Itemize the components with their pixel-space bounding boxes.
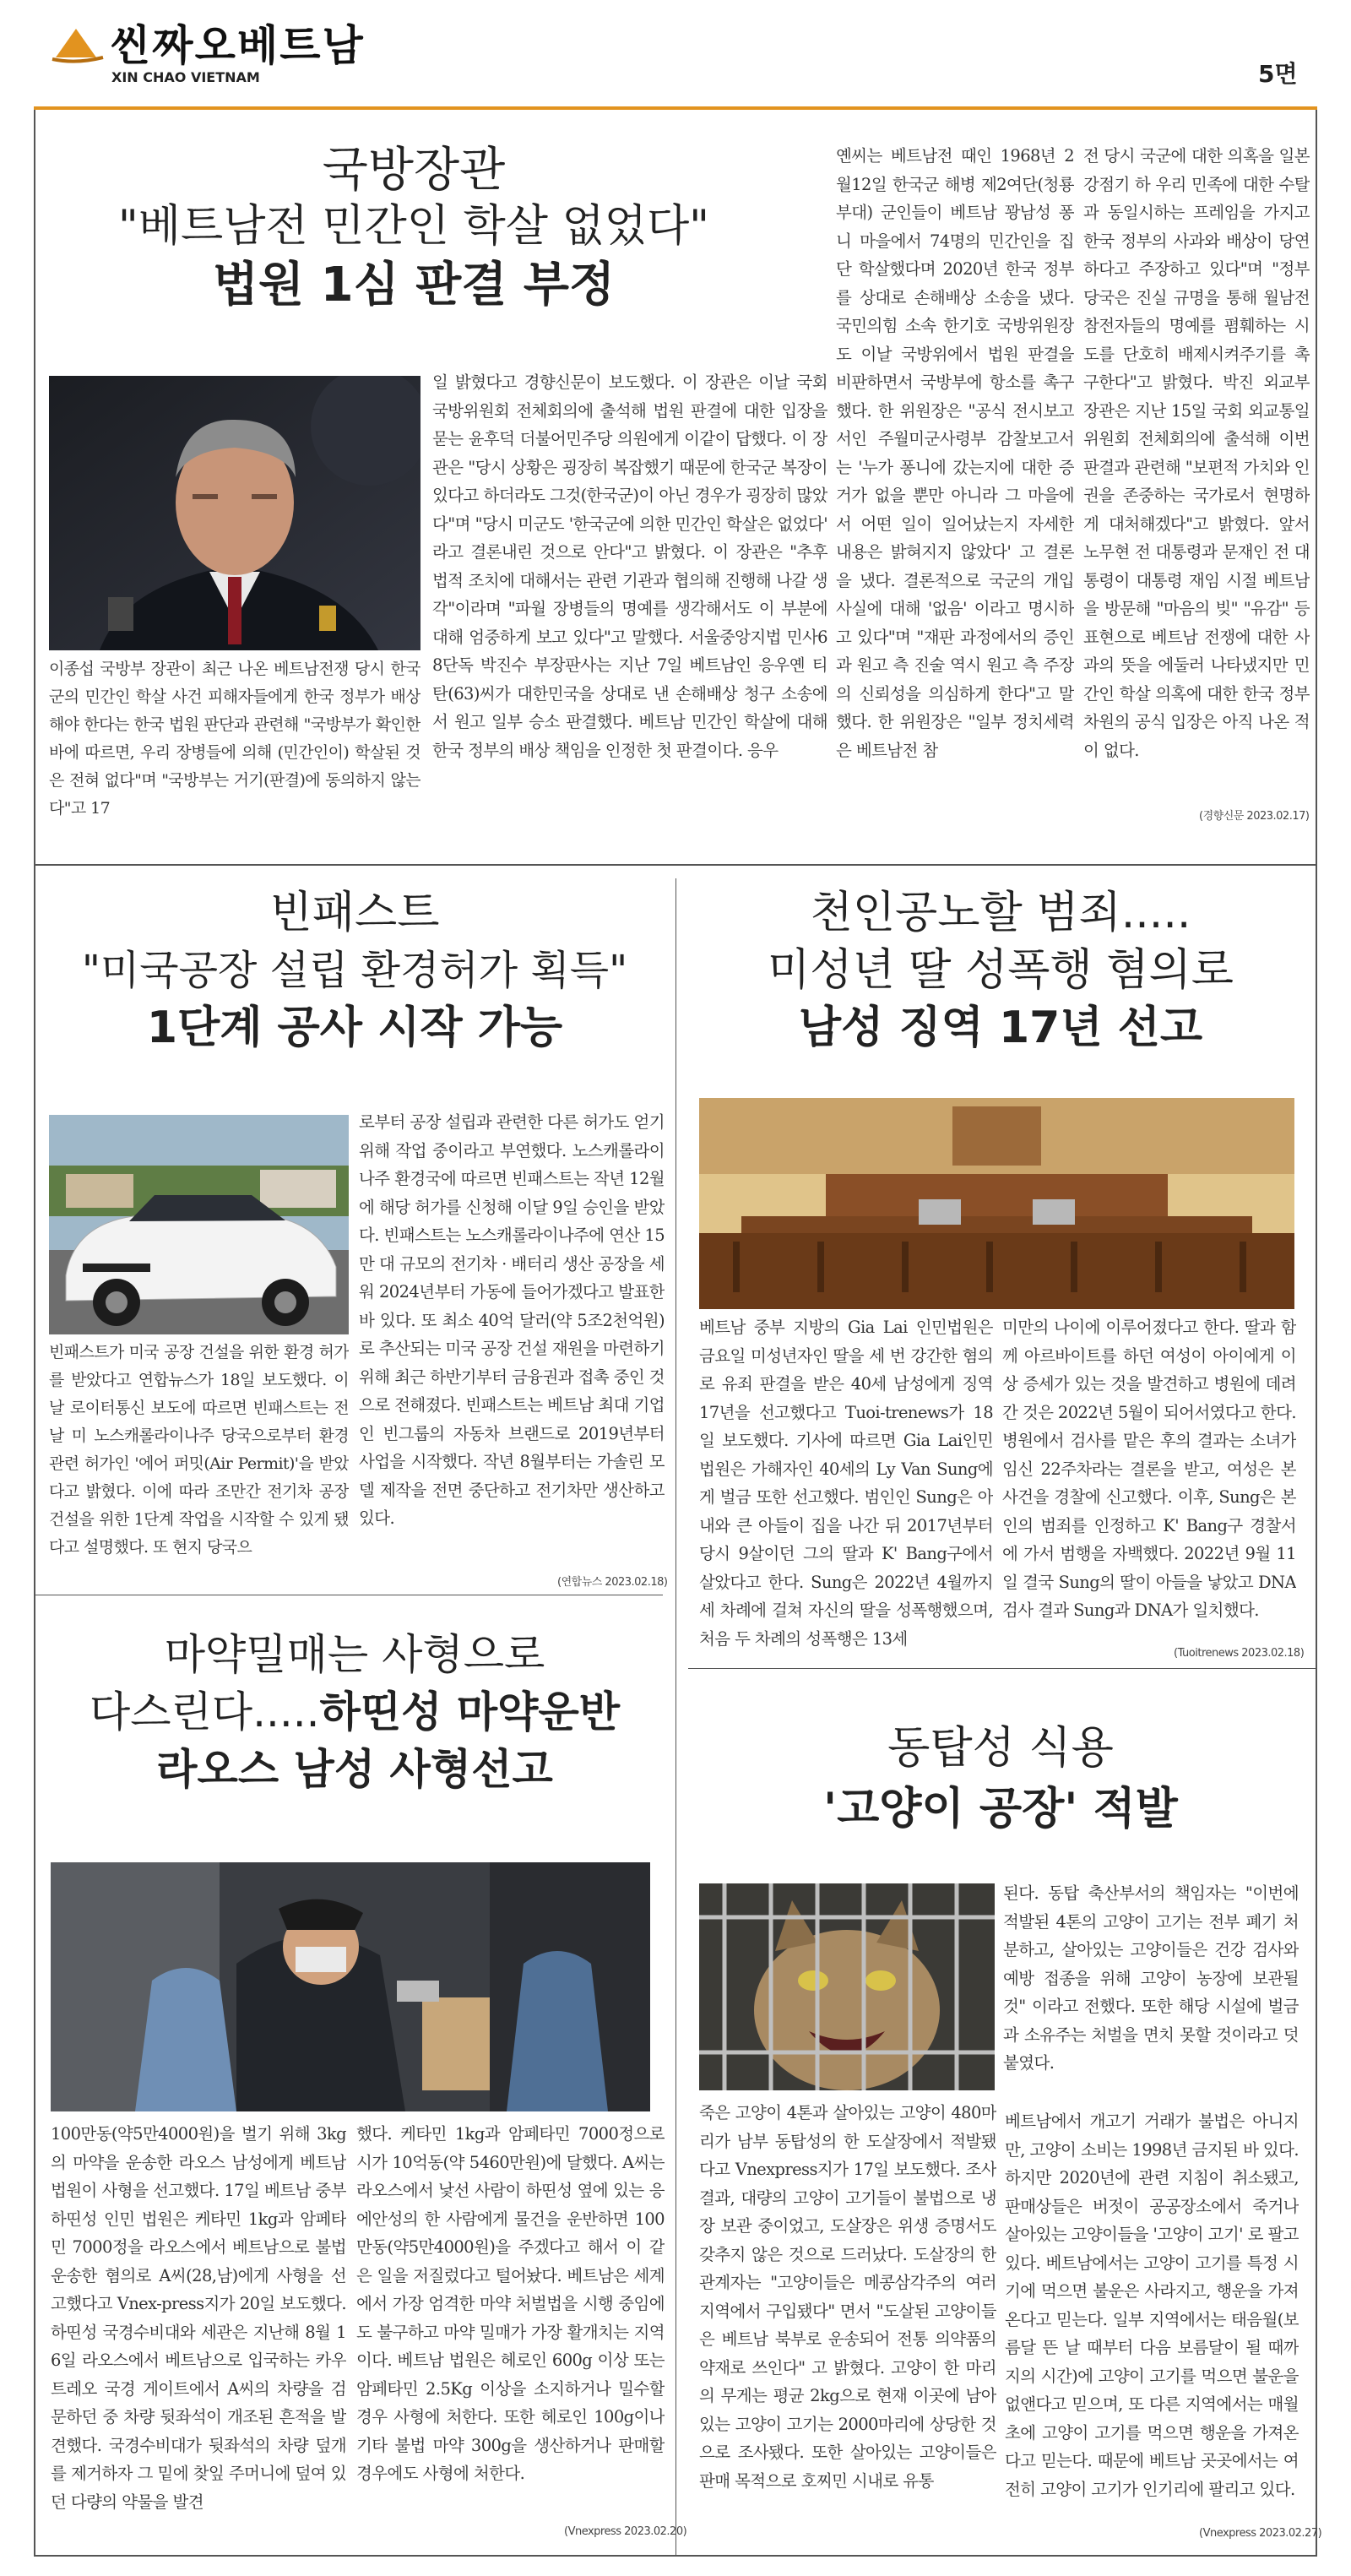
article2-headline-line2: "미국공장 설립 환경허가 획득" [81,947,628,994]
frame-left-line [34,110,35,2555]
article5-body-col1-top: 된다. 동탑 축산부서의 책임자는 "이번에 적발된 4톤의 고양이 고기는 전부 폐기 처분하고, 살아있는 고양이들은 건강 검사와 예방 접종을 위해 고양이 농장에 보관될 것" 이라고 전했다. 또한 해당 시설에 벌금과 소유주는 처벌을 면치 못할 것이라고 덧붙였다. [1003,1883,1299,2073]
article4-source: (Vnexpress 2023.02.20) [564,2525,687,2538]
article1-headline-line2: "베트남전 민간인 학살 없었다" [117,201,710,252]
logo-english-text: XIN CHAO VIETNAM [111,69,260,85]
page-number: 5면 [1258,60,1298,88]
article2-source: (연합뉴스 2023.02.18) [557,1576,668,1589]
article5-source: (Vnexpress 2023.02.27) [1199,2527,1322,2540]
article4-headline-line3: 라오스 남성 사형선고 [156,1745,553,1794]
article3-headline-line3: 남성 징역 17년 선고 [798,1003,1203,1053]
logo-conical-hat-icon [51,24,110,66]
article1-body-col1: 일 밝혔다고 경향신문이 보도했다. 이 장관은 이날 국회 국방위원회 전체회의에 출석해 법원 판결에 대한 입장을 묻는 윤후덕 더불어민주당 의원에게 이같이 답했다. 이 장관은 "당시 상황은 굉장히 복잡했기 때문에 한국군 복장이 있다고 하더라도 그것(한국군)이 아닌 경우가 굉장히 많았다"며 "당시 미군도 '한국군에 의한 민간인 학살은 없었다' 라고 결론내린 것으로 안다"고 밝혔다. 이 장관은 "추후 법적 조치에 대해서는 관련 기관과 협의해 진행해 나갈 생각"이라며 "파월 장병들의 명예를 생각해서도 이 부분에 대해 엄중하게 보고 있다"고 말했다. 서울중앙지법 민사68단독 박진수 부장판사는 지난 7일 베트남인 응우옌 티 탄(63)씨가 대한민국을 상대로 낸 손해배상 청구 소송에서 원고 일부 승소 판결했다. 베트남 민간인 학살에 대해 한국 정부의 배상 책임을 인정한 첫 판결이다. 응우 [432,372,827,760]
article1-caption: 이종섭 국방부 장관이 최근 나온 베트남전쟁 당시 한국군의 민간인 학살 사건 피해자들에게 한국 정부가 배상해야 한다는 한국 법원 판단과 관련해 "국방부가 확인한 바에 따르면, 우리 장병들에 의해 (민간인이) 학살된 것은 전혀 없다"며 "국방부는 거기(판결)에 동의하지 않는다"고 17 [49,660,420,818]
article5-body-col2: 베트남에서 개고기 거래가 불법은 아니지만, 고양이 소비는 1998년 금지된 바 있다. 하지만 2020년에 관련 지침이 취소됐고, 판매상들은 버젓이 공공장소에서 죽거나 살아있는 고양이들을 '고양이 고기' 로 팔고 있다. 베트남에서는 고양이 고기를 특정 시기에 먹으면 불운은 사라지고, 행운을 가져온다고 믿는다. 일부 지역에서는 태음월(보름달 뜬 날 때부터 다음 보름달이 될 때까지의 시간)에 고양이 고기를 먹으면 불운을 없앤다고 믿으며, 또 다른 지역에서는 매월 초에 고양이 고기를 먹으면 행운을 가져온다고 믿는다. 때문에 베트남 곳곳에서는 여전히 고양이 고기가 인기리에 팔리고 있다. [1005,2111,1299,2499]
article1-headline-line1: 국방장관 [322,143,506,198]
article5-headline-line1: 동탑성 식용 [887,1723,1114,1774]
article3-headline-line2: 미성년 딸 성폭행 혐의로 [768,945,1234,996]
article4-headline-line2-bold: 하띤성 마약운반 [319,1687,621,1736]
article3-body-col1: 베트남 중부 지방의 Gia Lai 인민법원은 금요일 미성년자인 딸을 세 번 강간한 혐의로 유죄 판결을 받은 40세 남성에게 징역 17년을 선고했다고 Tuoi-trenews가 18일 보도했다. 기사에 따르면 Gia Lai인민법원은 가해자인 40세의 Ly Van Sung에게 벌금 또한 선고했다. 범인인 Sung은 아내와 큰 아들이 집을 나간 뒤 2017년부터 당시 9살이던 그의 딸과 K' Bang구에서 살았다고 한다. Sung은 2022년 4월까지 세 차례에 걸쳐 자신의 딸을 성폭행했으며, 처음 두 차례의 성폭행은 13세 [699,1318,993,1649]
white-suv-car-photo [49,1115,349,1334]
article5-body-col1: 죽은 고양이 4톤과 살아있는 고양이 480마리가 남부 동탑성의 한 도살장에서 적발됐다고 Vnexpress지가 17일 보도했다. 조사 결과, 대량의 고양이 고기들이 불법으로 냉장 보관 중이었고, 도살장은 위생 증명서도 갖추지 않은 것으로 드러났다. 도살장의 한 관계자는 "고양이들은 메콩삼각주의 여러 지역에서 구입됐다" 면서 "도살된 고양이들은 베트남 북부로 운송되어 전통 의약품의 약재로 쓰인다" 고 밝혔다. 고양이 한 마리의 무게는 평균 2kg으로 현재 이곳에 남아 있는 고양이 고기는 2000마리에 상당한 것으로 조사됐다. 또한 살아있는 고양이들은 판매 목적으로 호찌민 시내로 유통 [699,2103,996,2491]
frame-right-line [1316,110,1317,2555]
logo-korean-text: 씬짜오베트남 [110,21,365,70]
article1-body-col3: 전 당시 국군에 대한 의혹을 일본 강점기 하 우리 민족에 대한 수탈과 동일시하는 프레임을 가지고 한국 정부의 사과와 배상이 당연하다고 주장하고 있다"며 "정부 당국은 진실 규명을 통해 월남전 참전자들의 명예를 폄훼하는 시도를 단호히 배제시켜주기를 촉구한다"고 밝혔다. 박진 외교부 장관은 지난 15일 국회 외교통일위원회 전체회의에 출석해 이번 판결과 관련해 "보편적 가치와 인권을 존중하는 국가로서 현명하게 대처해겠다"고 밝혔다. 앞서 노무현 전 대통령과 문재인 전 대통령이 대통령 재임 시절 베트남을 방문해 "마음의 빚" "유감" 등 표현으로 베트남 전쟁에 대한 사과의 뜻을 에둘러 나타냈지만 민간인 학살 의혹에 대한 한국 정부 차원의 공식 입장은 아직 나온 적이 없다. [1083,146,1310,760]
caged-cat-photo [699,1883,995,2090]
article1-body-col2: 옌씨는 베트남전 때인 1968년 2월12일 한국군 해병 제2여단(청룡부대) 군인들이 베트남 꽝남성 퐁니 마을에서 74명의 민간인을 집단 학살했다며 2020년 한국 정부를 상대로 손해배상 소송을 냈다. 국민의힘 소속 한기호 국방위원장도 이날 국방위에서 법원 판결을 비판하면서 국방부에 항소를 촉구했다. 한 위원장은 "공식 전시보고서인 주월미군사령부 감찰보고서는 '누가 퐁니에 갔는지에 대한 증거가 없을 뿐만 아니라 그 마을에서 어떤 일이 일어났는지 자세한 내용은 밝혀지지 않았다' 고 결론을 냈다. 결론적으로 국군의 개입 사실에 대해 '없음' 이라고 명시하고 있다"며 "재판 과정에서의 증인과 원고 측 진술 역시 원고 측 주장의 신뢰성을 의심하게 한다"고 말했다. 한 위원장은 "일부 정치세력은 베트남전 참 [836,146,1074,760]
section-divider-right [688,1668,1317,1669]
article2-caption: 빈패스트가 미국 공장 건설을 위한 환경 허가를 받았다고 연합뉴스가 18일 보도했다. 이날 로이터통신 보도에 따르면 빈패스트는 전날 미 노스캐롤라이나주 당국으로부터 환경 관련 허가인 '에어 퍼밋(Air Permit)'을 받았다고 밝혔다. 이에 따라 조만간 전기차 공장 건설을 위한 1단계 작업을 시작할 수 있게 됐다고 설명했다. 또 현지 당국으 [49,1343,349,1557]
courtroom-photo [699,1098,1294,1309]
man-portrait-photo [49,376,420,650]
article2-headline-line3: 1단계 공사 시작 가능 [146,1003,563,1053]
article4-headline-line2 [42,1686,667,1738]
article4-headline-line2-thin: 다스린다..... [89,1687,320,1736]
article4-body-col1: 100만동(약5만4000원)을 벌기 위해 3kg의 마약을 운송한 라오스 남성에게 베트남 법원이 사형을 선고했다. 17일 베트남 중부 하띤성 인민 법원은 케타민 1kg과 암페타민 7000정을 라오스에서 베트남으로 불법 운송한 혐의로 A씨(28,남)에게 사형을 선고했다고 Vnex-press지가 20일 보도했다. 하띤성 국경수비대와 세관은 지난해 8월 16일 라오스에서 베트남으로 입국하는 카우트레오 국경 게이트에서 A씨의 차량을 검문하던 중 차량 뒷좌석이 개조된 흔적을 발견했다. 국경수비대가 뒷좌석의 차량 덮개를 제거하자 그 밑에 찾잎 주머니에 덮여 있던 다량의 약물을 발견 [51,2124,346,2512]
article3-source: (Tuoitrenews 2023.02.18) [1174,1647,1305,1660]
article4-body-col2: 했다. 케타민 1kg과 암페타민 7000정으로 시가 10억동(약 5460만원)에 달했다. A씨는 라오스에서 낯선 사람이 하띤성 옆에 있는 응에안성의 한 사람에게 물건을 운반하면 100만동(약5만4000원)을 주겠다고 해서 이 같은 일을 저질렀다고 털어놨다. 베트남은 세계에서 가장 엄격한 마약 처벌법을 시행 중임에도 불구하고 마약 밀매가 가장 활개치는 지역이다. 베트남 법원은 헤로인 600g 이상 또는 암페타민 2.5Kg 이상을 소지하거나 밀수할 경우 사형에 처한다. 또한 헤로인 100g이나 기타 불법 마약 300g을 생산하거나 판매할 경우에도 사형에 처한다. [356,2124,665,2483]
article1-headline-line3: 법원 1심 판결 부정 [212,258,616,312]
frame-bottom-line [34,2555,1317,2557]
article3-body-col2: 미만의 나이에 이루어졌다고 한다. 딸과 함께 아르바이트를 하던 여성이 아이에게 이상 증세가 있는 것을 발견하고 병원에 데려간 것은 2022년 5월이 되어서였다고 한다. 병원에서 검사를 맡은 후의 결과는 소녀가 임신 22주차라는 결론을 받고, 여성은 본 사건을 경찰에 신고했다. 이후, Sung은 본인의 범죄를 인정하고 K' Bang구 경찰서에 가서 범행을 자백했다. 2022년 9월 11일 결국 Sung의 딸이 아들을 낳았고 DNA검사 결과 Sung과 DNA가 일치했다. [1002,1318,1296,1620]
article3-headline-line1: 천인공노할 범죄..... [810,888,1191,938]
article2-headline-line1: 빈패스트 [269,888,440,938]
section-divider-1 [34,864,1317,866]
police-arrest-photo [51,1862,650,2111]
masthead-rule [34,106,1317,110]
article4-headline-line1: 마약밀매는 사형으로 [164,1630,545,1679]
article1-source: (경향신문 2023.02.17) [1199,810,1310,823]
article2-body-col1: 로부터 공장 설립과 관련한 다른 허가도 얻기 위해 작업 중이라고 부연했다. 노스캐롤라이나주 환경국에 따르면 빈패스트는 작년 12월에 해당 허가를 신청해 이달 9일 승인을 받았다. 빈패스트는 노스캐롤라이나주에 연산 15만 대 규모의 전기차 · 배터리 생산 공장을 세워 2024년부터 가동에 들어가겠다고 발표한 바 있다. 또 최소 40억 달러(약 5조2천억원)로 추산되는 미국 공장 건설 재원을 마련하기 위해 최근 하반기부터 금융권과 접촉 중인 것으로 전해졌다. 빈패스트는 베트남 최대 기업인 빈그룹의 자동차 브랜드로 2019년부터 사업을 시작했다. 작년 8월부터는 가솔린 모델 제작을 전면 중단하고 전기차만 생산하고 있다. [359,1112,665,1528]
article5-headline-line2: '고양이 공장' 적발 [823,1784,1178,1834]
